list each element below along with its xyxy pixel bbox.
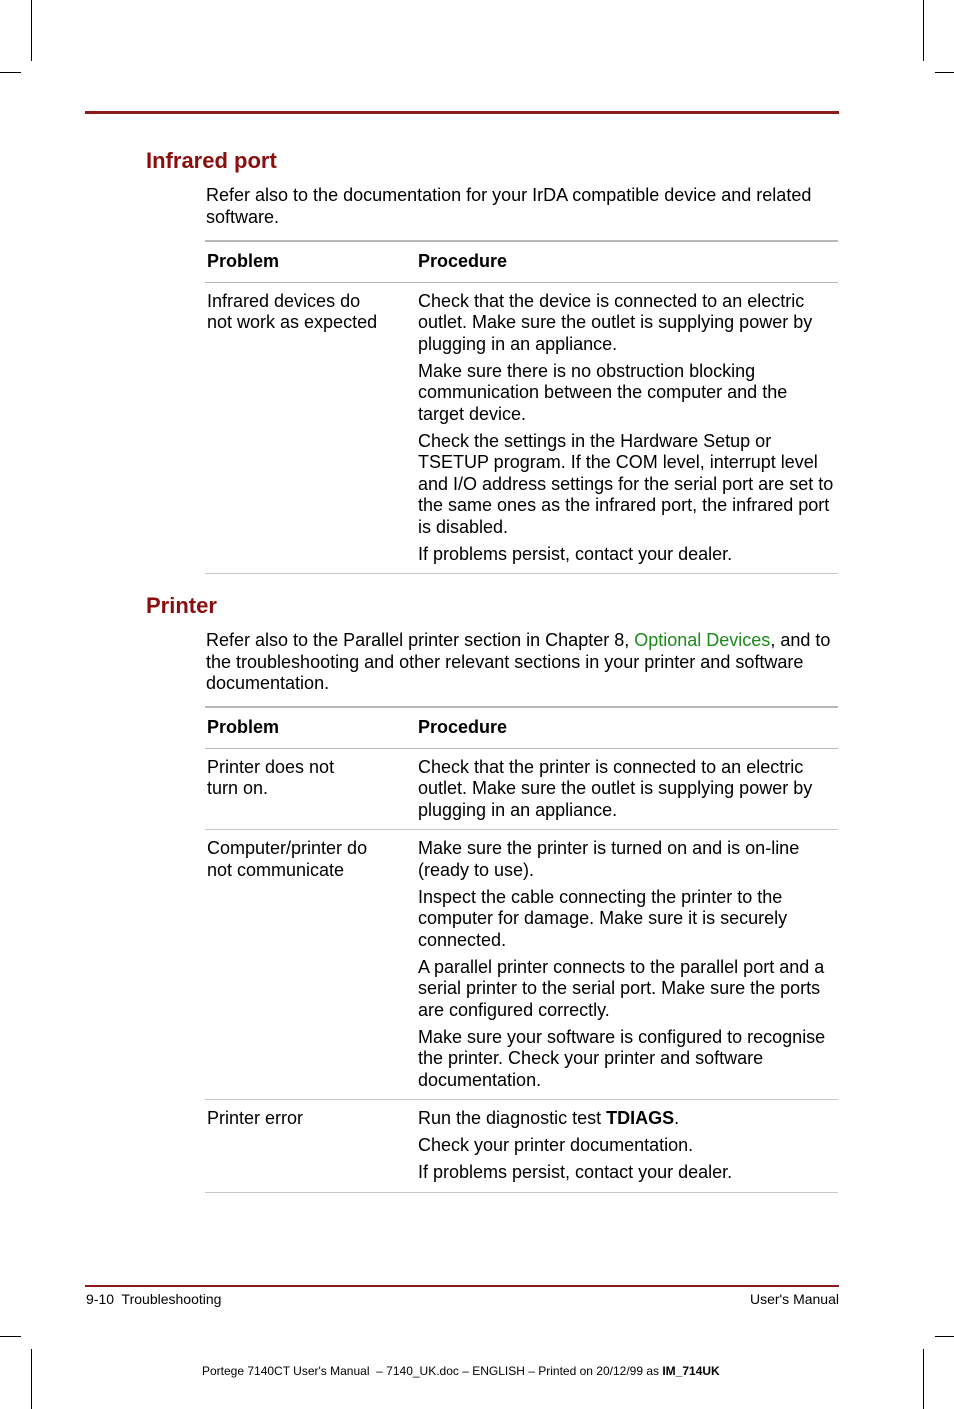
footer-rule: [85, 1285, 839, 1287]
problem-cell: Printer does not turn on.: [205, 748, 416, 830]
procedure-step: Check your printer documentation.: [418, 1135, 694, 1155]
procedure-cell: [416, 282, 838, 574]
problem-cell: Infrared devices do not work as expected: [205, 282, 416, 574]
procedure-step: Check that the printer is connected to an electric outlet. Make sure the outlet is supplying power by plugging in an appliance.: [418, 756, 813, 820]
printer-intro: [206, 630, 836, 695]
diag-command: TDIAGS: [606, 1108, 675, 1128]
crop-mark: [31, 1349, 32, 1409]
optional-devices-link[interactable]: Optional Devices: [634, 630, 771, 650]
table-row: [205, 1100, 838, 1193]
crop-mark: [31, 0, 32, 61]
diag-text: Run the diagnostic test: [418, 1108, 607, 1128]
procedure-step: Make sure the printer is turned on and is on-line (ready to use).: [418, 838, 800, 880]
procedure-step: Inspect the cable connecting the printer to the computer for damage. Make sure it is securely connected.: [418, 886, 788, 950]
procedure-cell: [416, 1100, 838, 1193]
infrared-heading: Infrared port: [146, 148, 277, 173]
procedure-header: Procedure: [416, 241, 838, 282]
procedure-step: A parallel printer connects to the parallel port and a serial printer to the serial port. Make sure the ports are configured correctly.: [418, 956, 825, 1020]
diag-text: .: [674, 1108, 680, 1128]
procedure-step: Check that the device is connected to an electric outlet. Make sure the outlet is supplying power by plugging in an appliance.: [418, 290, 813, 354]
procedure-step: [418, 1108, 836, 1130]
print-info-line: [202, 1364, 720, 1378]
procedure-step: Make sure there is no obstruction blocking communication between the computer and the target device.: [418, 360, 788, 424]
procedure-step: If problems persist, contact your dealer.: [418, 1162, 733, 1182]
footer-page-label: 9-10 Troubleshooting: [86, 1291, 222, 1307]
problem-header: Problem: [205, 241, 416, 282]
table-header-row: [205, 707, 838, 748]
infrared-table: [205, 240, 838, 574]
table-row: [205, 830, 838, 1100]
footer-manual-label: User's Manual: [749, 1291, 839, 1307]
crop-mark: [935, 72, 954, 73]
procedure-cell: [416, 748, 838, 830]
printer-intro-text: Refer also to the Parallel printer section in Chapter 8,: [206, 630, 635, 650]
print-info-text: Portege 7140CT User's Manual – 7140_UK.doc – ENGLISH – Printed on 20/12/99 as: [202, 1364, 663, 1378]
crop-mark: [0, 72, 21, 73]
printer-heading: Printer: [146, 593, 217, 618]
procedure-step: If problems persist, contact your dealer.: [418, 543, 733, 564]
procedure-cell: [416, 830, 838, 1100]
crop-mark: [923, 1349, 924, 1409]
infrared-intro: Refer also to the documentation for your IrDA compatible device and related software.: [206, 185, 812, 227]
procedure-step: Make sure your software is configured to recognise the printer. Check your printer and software documentation.: [418, 1026, 826, 1090]
header-rule: [85, 111, 839, 114]
printer-table: [205, 706, 838, 1193]
problem-cell: Computer/printer do not communicate: [205, 830, 416, 1100]
print-info-id: IM_714UK: [662, 1364, 720, 1378]
procedure-step: Check the settings in the Hardware Setup or TSETUP program. If the COM level, interrupt level and I/O address settings for the serial port are set to the same ones as the infrared port, the infrared port is disabled.: [418, 430, 834, 537]
procedure-header: Procedure: [416, 707, 838, 748]
table-row: [205, 748, 838, 830]
problem-header: Problem: [205, 707, 416, 748]
crop-mark: [0, 1336, 21, 1337]
crop-mark: [923, 0, 924, 61]
problem-cell: Printer error: [205, 1100, 416, 1193]
crop-mark: [935, 1336, 954, 1337]
table-header-row: [205, 241, 838, 282]
printer-intro-text: , and to the troubleshooting and other relevant sections in your printer and software documentation.: [206, 630, 831, 693]
table-row: [205, 282, 838, 574]
